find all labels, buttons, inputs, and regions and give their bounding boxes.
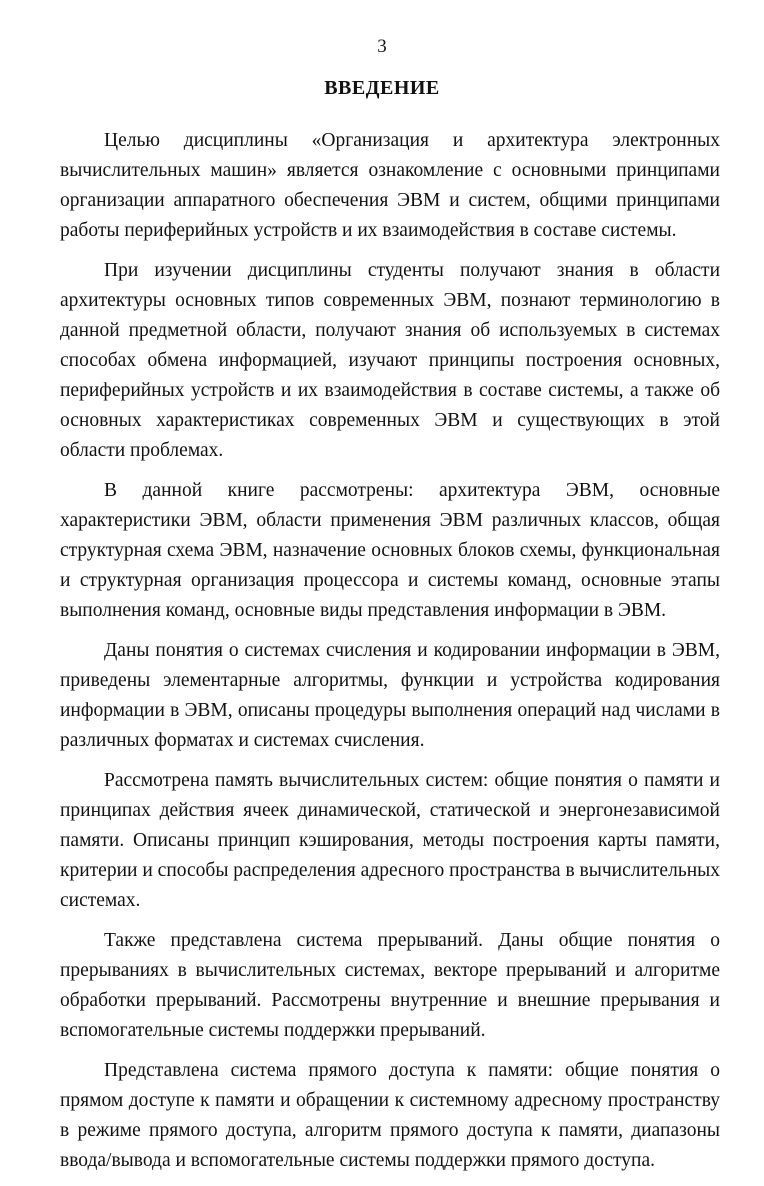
paragraph-book-contents: В данной книге рассмотрены: архитектура ЭВМ, основные характеристики ЭВМ, области применения ЭВМ различных классов, общая структурная схема ЭВМ, назначение основных блоков схемы, функциональная и структурная организация процессора и системы команд, основные этапы выполнения команд, основные виды представления информации в ЭВМ. bbox=[60, 480, 720, 621]
paragraph-number-systems: Даны понятия о системах счисления и кодировании информации в ЭВМ, приведены элементарные алгоритмы, функции и устройства кодирования информации в ЭВМ, описаны процедуры выполнения операций над числами в различных форматах и системах счисления. bbox=[60, 640, 720, 751]
paragraph-interrupts: Также представлена система прерываний. Даны общие понятия о прерываниях в вычислительных системах, векторе прерываний и алгоритме обработки прерываний. Рассмотрены внутренние и внешние прерывания и вспомогательные системы поддержки прерываний. bbox=[60, 930, 720, 1041]
paragraph-study-outcomes: При изучении дисциплины студенты получают знания в области архитектуры основных типов современных ЭВМ, познают терминологию в данной предметной области, получают знания об используемых в системах способах обмена информацией, изучают принципы построения основных, периферийных устройств и их взаимодействия в составе системы, а также об основных характеристиках современных ЭВМ и существующих в этой области проблемах. bbox=[60, 260, 720, 461]
paragraph-course-goal: Целью дисциплины «Организация и архитектура электронных вычислительных машин» является ознакомление с основными принципами организации аппаратного обеспечения ЭВМ и систем, общими принципами работы периферийных устройств и их взаимодействия в составе системы. bbox=[60, 130, 720, 241]
page-number: 3 bbox=[377, 36, 387, 57]
paragraph-memory: Рассмотрена память вычислительных систем: общие понятия о памяти и принципах действия ячеек динамической, статической и энергонезависимой памяти. Описаны принцип кэширования, методы построения карты памяти, критерии и способы распределения адресного пространства в вычислительных системах. bbox=[60, 770, 720, 911]
page-title: ВВЕДЕНИЕ bbox=[324, 77, 440, 99]
document-body bbox=[60, 126, 720, 1186]
paragraph-dma: Представлена система прямого доступа к памяти: общие понятия о прямом доступе к памяти и обращении к системному адресному пространству в режиме прямого доступа, алгоритм прямого доступа к памяти, диапазоны ввода/вывода и вспомогательные системы поддержки прямого доступа. bbox=[60, 1060, 720, 1171]
